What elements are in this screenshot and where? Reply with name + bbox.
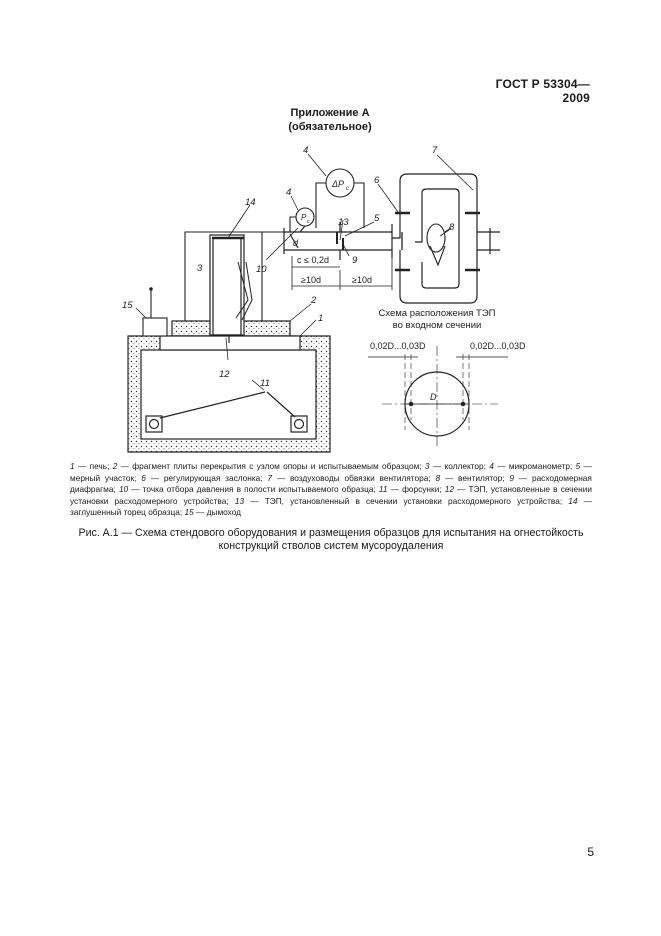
fan [427,224,451,265]
legend-item-number: 6 [141,472,146,483]
legend-item-text: ТЭП, установленный в сечении установки расходомерного устройства [264,495,560,506]
dim-10d-left: ≥10d [301,275,321,285]
callout-7: 7 [432,145,438,156]
callout-13: 13 [338,217,349,228]
legend-item: 12 — ТЭП, установленные в сечении установки расходомерного устройства; [70,484,592,506]
legend-item: 14 — заглушенный торец образца; [70,495,592,518]
legend-item-number: 10 [118,484,129,495]
legend-item: 11 — форсунки; [378,484,445,495]
dp-subscript: c [346,186,349,192]
legend-item: 13 — ТЭП, установленный в сечении установки расходомерного устройства; [234,495,569,506]
inset-labels [370,341,526,402]
legend-item-number: 1 [70,461,75,471]
legend-item-text: мерный участок [70,472,135,483]
dimension-texts [297,255,372,285]
callout-10: 10 [256,264,267,275]
callout-15: 15 [122,300,133,311]
legend-item-text: точка отбора давления в полости испытываемого образца [142,484,374,495]
legend-item: 9 — расходомерная диафрагма; [70,472,592,495]
callout-1: 1 [318,313,324,324]
legend-item-number: 12 [444,484,454,495]
callout-4a: 4 [303,145,309,156]
legend-item-number: 15 [184,507,194,518]
legend-item-text: форсунки [402,484,440,495]
legend-item-number: 14 [568,495,578,506]
legend-item-text: коллектор [444,461,484,471]
legend-item: 10 — точка отбора давления в полости испытываемого образца; [118,484,379,495]
dim-10d-right: ≥10d [352,275,372,285]
dp-label: ΔP [332,179,345,189]
legend-item: 7 — воздуховоды обвязки вентилятора; [267,472,436,483]
inset-title-line1: Схема расположения ТЭП [378,308,496,319]
p-label: P [301,213,307,222]
callout-4b: 4 [286,187,292,198]
legend-item-text: регулирующая заслонка [163,472,261,483]
legend-item-number: 2 [112,461,118,471]
callout-6: 6 [374,175,380,186]
legend-item-text: дымоход [206,507,242,518]
test-stand-diagram [0,0,661,460]
duct-diameter-label: d [293,238,299,248]
legend-item-number: 13 [234,495,245,506]
callout-11: 11 [260,378,270,389]
legend-item-text: заглушенный торец образца [70,507,180,518]
figure-caption [70,527,592,553]
legend-item-text: вентилятор [458,472,503,483]
legend-item: 2 — фрагмент плиты перекрытия с узлом опоры и испытываемым образцом; [112,461,425,471]
legend-item-text: расходомерная диафрагма [70,472,592,495]
legend-item-text: микроманометр [508,461,571,471]
callout-3: 3 [197,263,203,274]
callout-8: 8 [449,222,455,233]
legend-item-number: 3 [424,461,430,471]
inset-dim-right: 0,02D...0,03D [470,341,526,351]
callout-9: 9 [352,255,358,266]
legend-item-text: воздуховоды обвязки вентилятора [289,472,429,483]
callout-14: 14 [245,197,256,208]
p-subscript: c [307,219,310,225]
legend-item: 1 — печь; [70,461,113,471]
caption-line-1: Рис. А.1 — Схема стендового оборудования и размещения образцов для испытания на огнестойкость [78,527,584,539]
inset-title [378,308,495,331]
furnace [128,336,330,452]
dim-c: c ≤ 0,2d [297,255,329,265]
callout-2: 2 [311,295,317,306]
legend-item: 3 — коллектор; [424,461,490,471]
legend-item: 4 — микроманометр; [489,461,576,471]
legend-item-number: 8 [435,472,441,483]
legend-item-number: 11 [378,484,388,495]
legend-item: 6 — регулирующая заслонка; [141,472,268,483]
appendix-title: Приложение А [290,107,370,119]
legend-item-number: 7 [267,472,273,483]
legend-item: 15 — дымоход [184,507,242,518]
legend-item-number: 9 [509,472,515,483]
inset-section [368,346,508,447]
legend-item-number: 4 [489,461,494,471]
standard-code: ГОСТ Р 53304—2009 [495,77,590,105]
callout-12: 12 [219,369,230,380]
chimney [143,288,167,336]
inset-diameter-label: D [430,392,437,402]
page-number: 5 [587,845,594,859]
fan-ducts [392,174,500,303]
legend-item-text: ТЭП, установленные в сечении установки расходомерного устройства [70,484,592,506]
caption-line-2: конструкций стволов систем мусороудаления [218,540,444,552]
legend-item-number: 5 [575,461,581,471]
legend-item: 5 — мерный участок; [70,461,592,483]
legend-item-text: печь [89,461,108,471]
legend-item: 8 — вентилятор; [435,472,510,483]
inset-dim-left: 0,02D...0,03D [370,341,426,351]
inset-title-line2: во входном сечении [392,320,482,331]
figure-legend [70,461,592,519]
legend-item-text: фрагмент плиты перекрытия с узлом опоры и испытываемым образцом [132,461,420,471]
appendix-status: (обязательное) [288,121,372,133]
callout-5: 5 [374,213,380,224]
